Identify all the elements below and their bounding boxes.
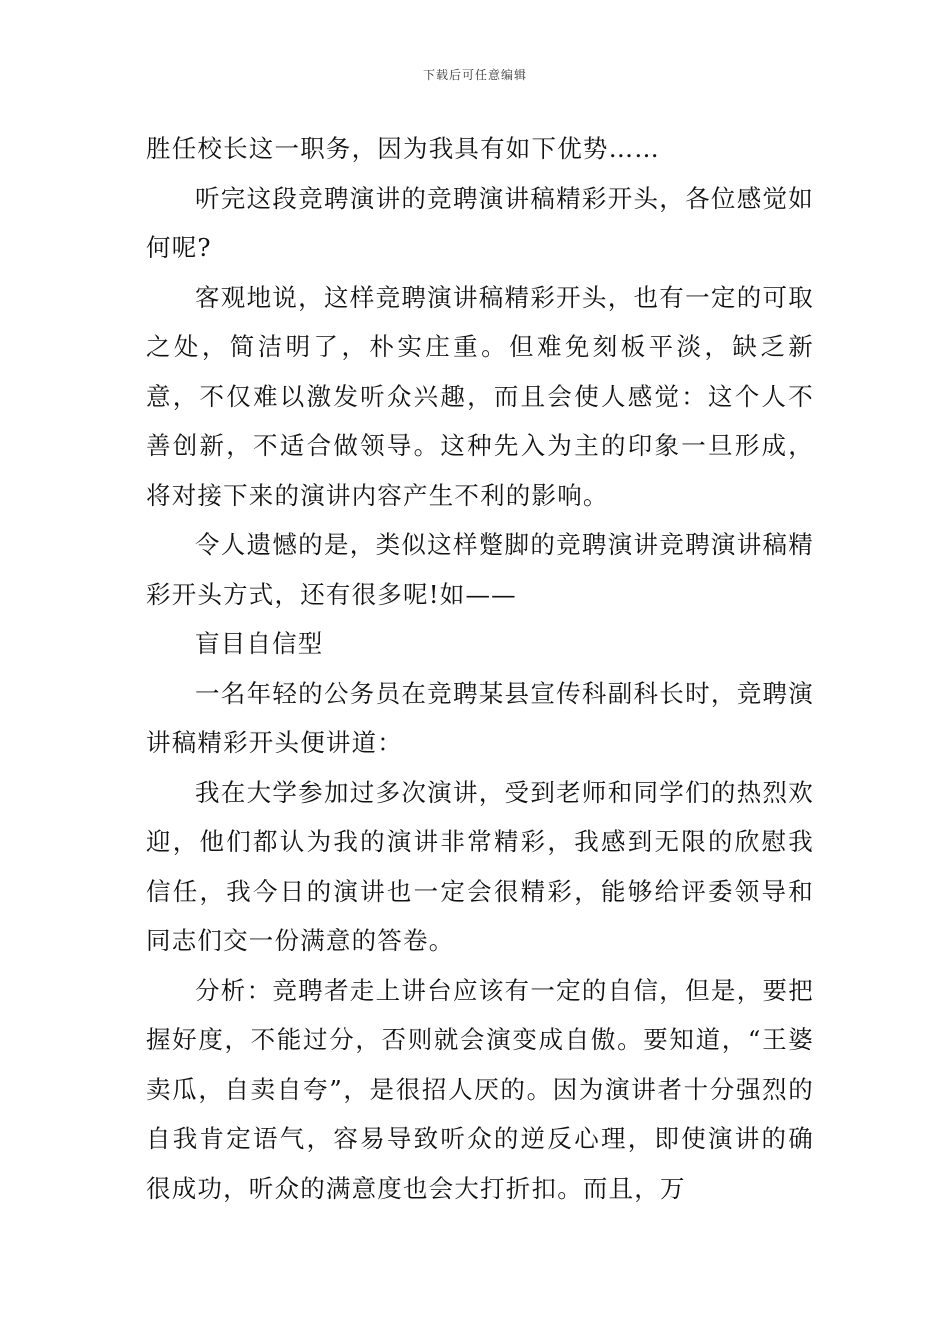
paragraph: 听完这段竞聘演讲的竞聘演讲稿精彩开头，各位感觉如何呢? [146,183,814,262]
paragraph: 胜任校长这一职务，因为我具有如下优势…… [146,134,660,163]
document-body [146,124,814,1213]
paragraph: 分析：竞聘者走上讲台应该有一定的自信，但是，要把握好度，不能过分，否则就会演变成自傲。要知道，“王婆卖瓜，自卖自夸”，是很招人厌的。因为演讲者十分强烈的自我肯定语气，容易导致听众的逆反心理，即使演讲的确很成功，听众的满意度也会大打折扣。而且，万 [146,975,814,1203]
paragraph: 客观地说，这样竞聘演讲稿精彩开头，也有一定的可取之处，简洁明了，朴实庄重。但难免刻板平淡，缺乏新意，不仅难以激发听众兴趣，而且会使人感觉：这个人不善创新，不适合做领导。这种先入为主的印象一旦形成，将对接下来的演讲内容产生不利的影响。 [146,282,814,510]
paragraph: 一名年轻的公务员在竞聘某县宣传科副科长时，竞聘演讲稿精彩开头便讲道： [146,678,814,757]
quoted-paragraph: 我在大学参加过多次演讲，受到老师和同学们的热烈欢迎，他们都认为我的演讲非常精彩，我感到无限的欣慰我信任，我今日的演讲也一定会很精彩，能够给评委领导和同志们交一份满意的答卷。 [146,777,814,955]
paragraph: 令人遗憾的是，类似这样蹩脚的竞聘演讲竞聘演讲稿精彩开头方式，还有很多呢!如—— [146,530,814,609]
page-header: 下载后可任意编辑 [422,68,527,82]
section-heading: 盲目自信型 [195,629,324,658]
